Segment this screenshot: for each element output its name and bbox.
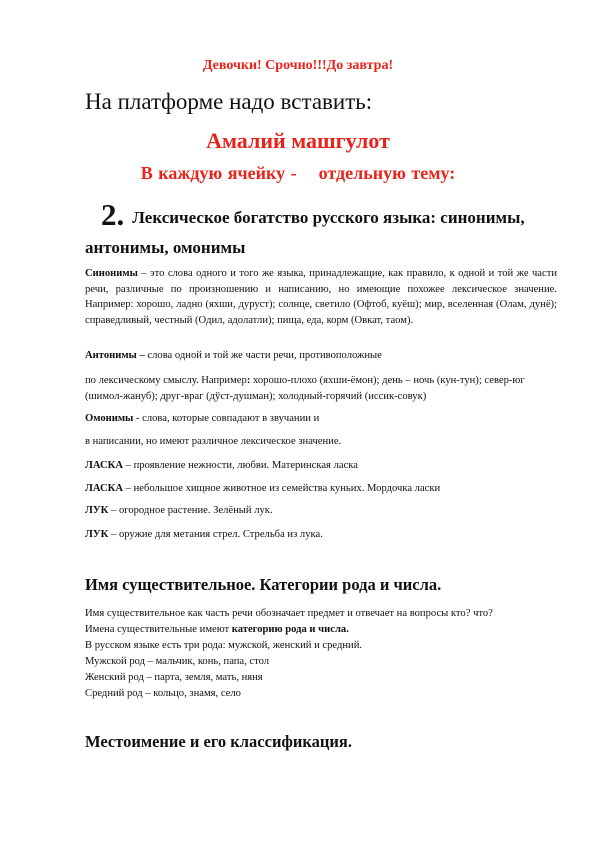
noun-line-1: Имя существительное как часть речи обозначает предмет и отвечает на вопросы кто? что? [85,608,493,619]
homonym-example-2: ЛАСКА – небольшое хищное животное из семейства куньих. Мордочка ласки [85,483,441,494]
antonyms-line-2: по лексическому смыслу. Например: хорошо-плохо (яхши-ёмон); день – ночь (кун-тун); север-юг (шимол-жануб); друг-враг (дўст-душман); холодный-горячий (иссик-совук) [85,375,525,402]
homonym-example-3: ЛУК – огородное растение. Зелёный лук. [85,505,273,516]
homonym-example-1: ЛАСКА – проявление нежности, любви. Материнская ласка [85,460,358,471]
urgent-note: Девочки! Срочно!!!До завтра! [202,58,394,73]
homonym-example-4: ЛУК – оружие для метания стрел. Стрельба из лука. [85,529,323,540]
noun-category-emphasis: категорию рода и числа. [231,624,349,635]
noun-line-2: Имена существительные имеют категорию рода и числа. [85,624,349,635]
synonyms-text: – это слова одного и того же языка, принадлежащие, как правило, к одной и той же части речи, различные по произношению и написанию, но имеющие похожее лексическое значение. Например: хорошо, ладно (яхши, дуруст); солнце, светило (Офтоб, куёш); мир, вселенная (Олам, дунё); справедливый, честный (Одил, адолатли); пища, еда, корм (Овкат, таом). [85,268,557,326]
each-cell-part-b: отдельную тему: [318,163,456,183]
noun-line-6: Средний род – кольцо, знамя, село [85,688,241,699]
topic-title: Лексическое богатство русского языка: синонимы, антонимы, омонимы [85,208,525,257]
noun-heading: Имя существительное. Категории рода и числа. [85,575,442,594]
platform-instruction: На платформе надо вставить: [85,89,373,114]
synonyms-term: Синонимы [85,268,138,279]
each-cell-part-a: В каждую ячейку - [140,163,297,183]
each-cell-instruction [0,163,596,184]
topic-heading [85,197,565,263]
antonyms-line-1: Антонимы – слова одной и той же части речи, противоположные [85,350,382,361]
noun-line-3: В русском языке есть три рода: мужской, женский и средний. [85,640,363,651]
homonyms-term: Омонимы [85,413,134,424]
homonyms-line-2: в написании, но имеют различное лексическое значение. [85,436,342,447]
homonyms-line-1: Омонимы - слова, которые совпадают в звучании и [85,413,320,424]
noun-line-4: Мужской род – мальчик, конь, папа, стол [85,656,270,667]
synonyms-paragraph [85,266,557,328]
class-name-heading: Амалий машгулот [206,128,390,153]
noun-line-5: Женский род – парта, земля, мать, няня [85,672,263,683]
topic-number: 2. [101,197,125,232]
antonyms-term: Антонимы – [85,350,145,361]
pronoun-heading: Местоимение и его классификация. [85,732,352,751]
